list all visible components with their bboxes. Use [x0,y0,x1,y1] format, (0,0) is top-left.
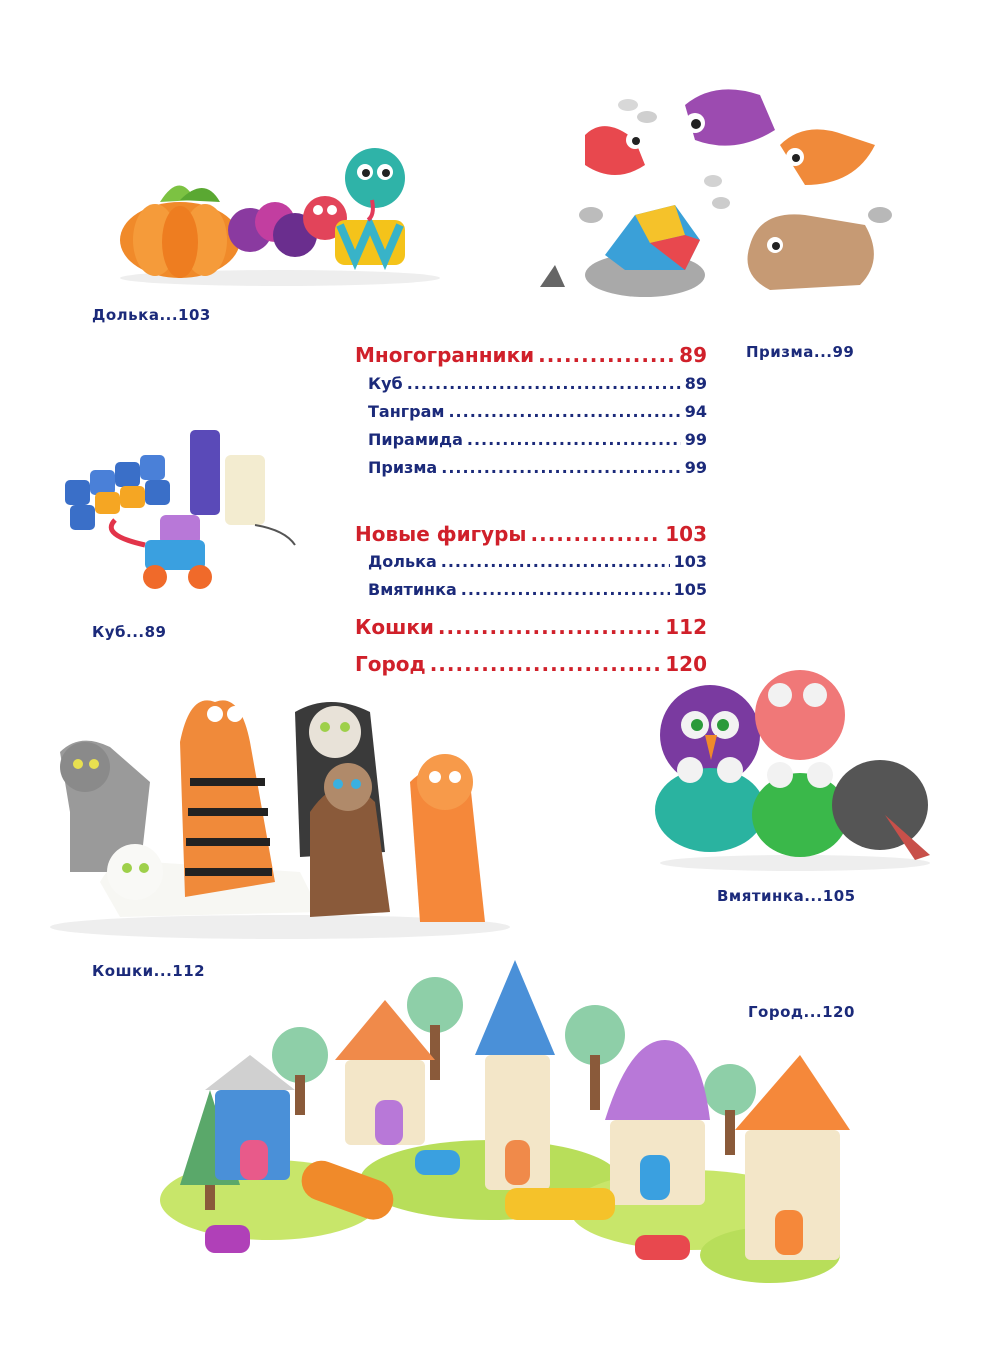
toc-section-page: 120 [665,652,707,676]
toc-item-title: Вмятинка [368,580,457,599]
toc-item-page: 103 [673,552,707,571]
gorod-illustration [150,960,850,1300]
toc-section-page: 112 [665,615,707,639]
toc-section-title: Кошки [355,615,434,639]
toc-section-title: Многогранники [355,343,535,367]
koshki-illustration [40,672,525,944]
toc-section-title: Новые фигуры [355,522,527,546]
toc-item-title: Призма [368,458,438,477]
toc-item-page: 99 [684,430,707,449]
toc-item-prizma[interactable] [368,458,707,477]
toc-leader-dots [441,552,670,571]
toc-item-dolka[interactable] [368,552,707,571]
vmyatinka-illustration [655,665,945,875]
toc-leader-dots [461,580,670,599]
prizma-illustration [535,75,895,310]
toc-item-title: Долька [368,552,437,571]
caption-kub: Куб...89 [92,623,167,641]
toc-leader-dots [448,402,680,421]
toc-item-piramida[interactable] [368,430,707,449]
toc-section-page: 89 [679,343,707,367]
toc-leader-dots [467,430,681,449]
toc-leader-dots [438,615,661,639]
toc-item-kub[interactable] [368,374,707,393]
toc-leader-dots [531,522,662,546]
toc-section-novye-figury[interactable] [355,522,707,546]
toc-item-page: 99 [684,458,707,477]
toc-leader-dots [441,458,681,477]
toc-leader-dots [407,374,681,393]
toc-item-page: 105 [673,580,707,599]
toc-item-vmyatinka[interactable] [368,580,707,599]
caption-prizma: Призма...99 [746,343,855,361]
toc-item-title: Куб [368,374,403,393]
toc-item-tangram[interactable] [368,402,707,421]
toc-section-mnogogranniki[interactable] [355,343,707,367]
toc-item-page: 89 [684,374,707,393]
caption-koshki: Кошки...112 [92,962,206,980]
caption-gorod: Город...120 [748,1003,855,1021]
caption-dolka: Долька...103 [92,306,211,324]
toc-leader-dots [538,343,675,367]
toc-section-koshki[interactable] [355,615,707,639]
toc-item-title: Пирамида [368,430,463,449]
dolka-illustration [110,140,450,290]
toc-section-page: 103 [665,522,707,546]
toc-item-title: Танграм [368,402,445,421]
kub-illustration [55,420,325,600]
toc-item-page: 94 [684,402,707,421]
caption-vmyatinka: Вмятинка...105 [717,887,856,905]
toc-section-title: Город [355,652,426,676]
